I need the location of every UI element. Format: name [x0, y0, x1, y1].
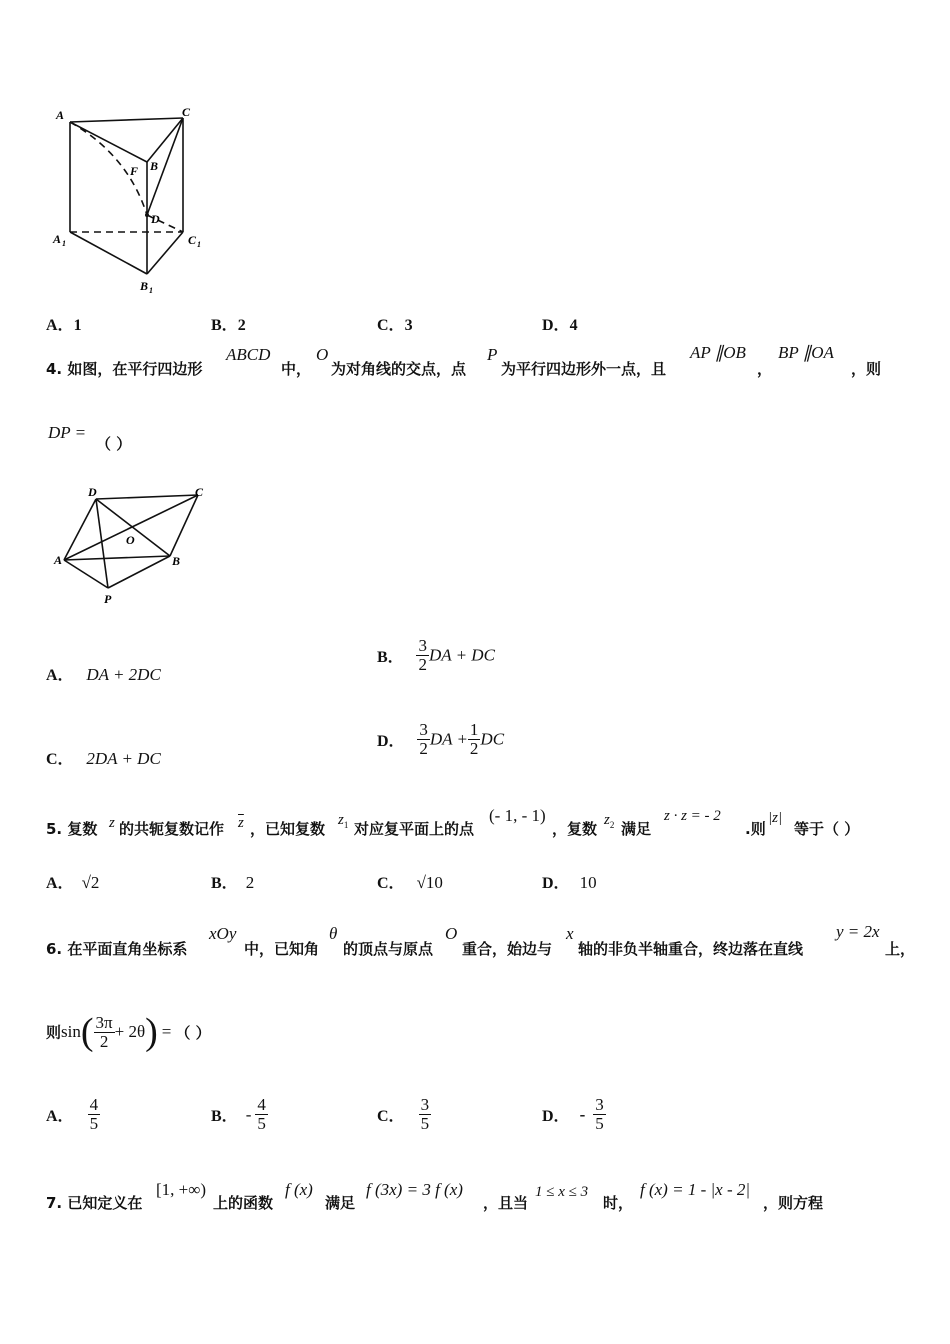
q3-option-c[interactable]: C．3	[377, 317, 413, 334]
q6-option-a[interactable]: A． $\frac{4}{5}$	[46, 1095, 99, 1133]
option-letter: C．	[377, 875, 405, 892]
q7-text-2: 上的函数	[213, 1194, 274, 1212]
q5-text-5: ，复数	[552, 820, 598, 838]
label-A: A	[56, 108, 65, 122]
q6-stem: 6. 在平面直角坐标系	[46, 940, 188, 958]
prism-figure	[48, 100, 218, 300]
q7-text-3: 满足	[325, 1194, 356, 1212]
label-C: C	[195, 485, 204, 499]
q5-option-a[interactable]	[46, 870, 99, 893]
q3-option-b[interactable]: B．2	[211, 317, 246, 334]
q4-dp: DP =	[48, 423, 87, 442]
q4-comma: ，	[757, 360, 773, 378]
option-text: 2	[245, 873, 255, 892]
q4-text-3: 为对角线的交点，点	[331, 360, 467, 378]
option-letter: B．	[211, 1108, 238, 1125]
q5-text-3: ，已知复数	[250, 820, 326, 838]
q6-x: x	[566, 924, 574, 943]
label-B: B	[172, 554, 181, 568]
q3-option-a[interactable]: A．1	[46, 317, 82, 334]
option-text: 10	[579, 873, 597, 892]
q4-stem: 4. 如图，在平行四边形	[46, 360, 203, 378]
q5-z1: $z_1$	[338, 812, 349, 830]
q6-expression: 则sin( $\frac{3\pi}{2}$ + 2θ) = （ ）	[46, 1011, 211, 1053]
option-letter: B．	[377, 649, 404, 666]
fraction-2: $\frac{1}{2}$	[469, 720, 479, 758]
q4-cond2: BP ∥OA	[778, 343, 834, 362]
option-expr: DA + 2DC	[86, 665, 161, 684]
q5-z: z	[109, 815, 115, 831]
q6-text-5: 轴的非负半轴重合，终边落在直线	[578, 940, 804, 958]
q4-cond1: AP ∥OB	[690, 343, 746, 362]
q7-eq1: f (3x) = 3 f (x)	[366, 1180, 463, 1199]
q6-option-d[interactable]: D． - $\frac{3}{5}$	[542, 1095, 604, 1133]
q5-text-7: .则	[745, 820, 766, 838]
q7-range: 1 ≤ x ≤ 3	[535, 1184, 589, 1200]
label-D: D	[88, 485, 97, 499]
option-letter: D．	[377, 733, 405, 750]
q6-option-c[interactable]: C． $\frac{3}{5}$	[377, 1095, 430, 1133]
label-F: F	[130, 164, 139, 178]
option-letter: A．	[46, 875, 74, 892]
q3-option-d[interactable]: D．4	[542, 317, 578, 334]
q4-text-5: ，则	[851, 360, 882, 378]
option-expr: 2DA + DC	[86, 749, 161, 768]
label-C: C	[182, 105, 191, 119]
fraction: $\frac{3}{2}$	[418, 636, 427, 674]
label-B1: B	[140, 279, 149, 293]
q5-text-6: 满足	[621, 820, 652, 838]
q6-xoy: xOy	[209, 924, 237, 943]
parallelogram-figure	[50, 484, 220, 609]
option-letter: D．	[542, 1108, 570, 1125]
q4-abcd: ABCD	[226, 345, 271, 364]
q7-text-5: 时，	[603, 1194, 634, 1212]
q4-option-d[interactable]	[377, 721, 504, 758]
q4-text-2: 中，	[281, 360, 312, 378]
q5-point: (- 1, - 1)	[489, 806, 546, 825]
q5-option-c[interactable]	[377, 870, 443, 893]
q6-option-b[interactable]: B． - $\frac{4}{5}$	[211, 1095, 266, 1133]
q5-cond: z · z = - 2	[664, 808, 721, 824]
option-letter: A．	[46, 1108, 74, 1125]
label-B: B	[150, 159, 159, 173]
q5-text-8: 等于（ ）	[794, 820, 860, 838]
option-expr-mid: DA +	[429, 729, 468, 749]
label-O: O	[126, 533, 135, 547]
q6-text-6: 上，	[885, 940, 916, 958]
q5-z2: $z_2$	[604, 812, 615, 830]
label-A: A	[54, 553, 63, 567]
q4-option-b[interactable]	[377, 637, 495, 674]
option-expr: DA + DC	[428, 645, 495, 665]
q7-text-4: ，且当	[483, 1194, 529, 1212]
q7-fx: f (x)	[285, 1180, 313, 1199]
q6-text-2: 中，已知角	[244, 940, 320, 958]
q6-theta: θ	[329, 924, 338, 943]
label-A1-sub: 1	[62, 239, 66, 248]
q5-option-d[interactable]	[542, 870, 597, 893]
q4-option-c[interactable]	[46, 746, 161, 769]
q4-option-a[interactable]	[46, 662, 161, 685]
option-letter: D．	[542, 875, 570, 892]
q7-text-6: ，则方程	[763, 1194, 824, 1212]
q6-text-4: 重合，始边与	[462, 940, 553, 958]
label-D: D	[151, 212, 160, 226]
option-letter: A．	[46, 667, 74, 684]
option-letter: B．	[211, 875, 238, 892]
option-letter: C．	[377, 1108, 405, 1125]
option-letter: C．	[46, 751, 74, 768]
q5-text-4: 对应复平面上的点	[354, 820, 475, 838]
q6-line: y = 2x	[836, 922, 880, 941]
label-C1: C	[188, 233, 197, 247]
q7-interval: [1, +∞)	[156, 1180, 207, 1199]
label-B1-sub: 1	[149, 286, 153, 295]
option-text: √10	[416, 873, 443, 892]
q5-abs-z2: |z|	[768, 810, 783, 826]
q4-text-4: 为平行四边形外一点，且	[501, 360, 667, 378]
label-C1-sub: 1	[197, 240, 201, 249]
option-text: √2	[81, 873, 100, 892]
q6-o: O	[445, 924, 458, 943]
q5-zbar: $\overline{z}$	[238, 815, 244, 831]
label-P: P	[104, 592, 112, 606]
q6-text-3: 的顶点与原点	[343, 940, 434, 958]
q5-option-b[interactable]	[211, 870, 254, 893]
q4-p: P	[487, 345, 498, 364]
q7-stem: 7. 已知定义在	[46, 1194, 143, 1212]
q5-stem: 5. 复数	[46, 820, 98, 838]
q4-paren: （ ）	[96, 435, 132, 453]
q5-text-2: 的共轭复数记作	[119, 820, 225, 838]
q4-o: O	[316, 345, 329, 364]
option-expr: DC	[480, 729, 505, 749]
q7-eq2: f (x) = 1 - |x - 2|	[640, 1180, 751, 1199]
fraction: $\frac{3}{2}$	[419, 720, 428, 758]
label-A1: A	[53, 232, 62, 246]
